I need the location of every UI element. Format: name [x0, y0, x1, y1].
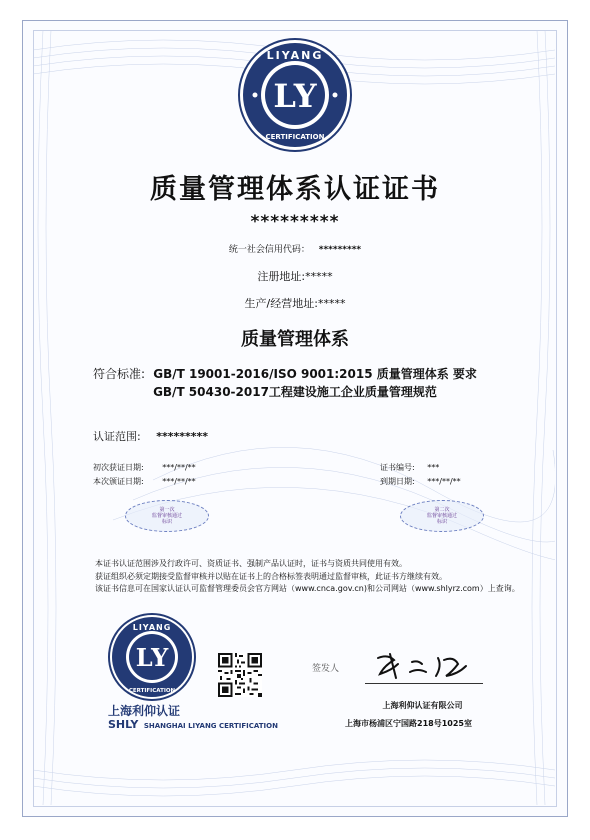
- first-issue-label: 初次获证日期:: [93, 463, 144, 472]
- surveillance-stamp-2: 第二次 监督审核通过 标识: [400, 500, 484, 532]
- certificate-notes: [95, 558, 520, 596]
- standard-label: 符合标准:: [93, 367, 146, 381]
- svg-text:CERTIFICATION: CERTIFICATION: [128, 688, 176, 694]
- first-issue-row: [93, 462, 196, 473]
- cert-number-row: [380, 462, 439, 473]
- registered-address: 注册地址:*****: [257, 270, 333, 283]
- signature-line: [365, 683, 483, 684]
- bottom-certification-logo: [107, 612, 197, 702]
- note-line: 获证组织必须定期接受监督审核并以贴在证书上的合格标签表明通过监督审核，此证书方继续有效。: [95, 571, 447, 581]
- scope-row: [93, 428, 208, 444]
- standard-row-1: [93, 365, 477, 382]
- cert-number-value: ***: [427, 463, 440, 472]
- logo-english-row: [108, 718, 278, 731]
- scope-label: 认证范围:: [93, 430, 141, 443]
- surveillance-stamp-1: 第一次 监督审核通过 标识: [125, 500, 209, 532]
- first-issue-value: ***/**/**: [162, 463, 196, 472]
- svg-text:CERTIFICATION: CERTIFICATION: [265, 133, 325, 141]
- credit-code-value: *********: [318, 245, 362, 255]
- expiry-row: [380, 476, 461, 487]
- standard-2: GB/T 50430-2017工程建设施工企业质量管理规范: [153, 385, 437, 399]
- signatory-label: 签发人: [312, 664, 340, 674]
- logo-abbr: SHLY: [108, 718, 139, 731]
- credit-code-label: 统一社会信用代码：: [228, 245, 310, 255]
- expiry-label: 到期日期:: [380, 477, 415, 486]
- this-issue-value: ***/**/**: [162, 477, 196, 486]
- standard-1: GB/T 19001-2016/ISO 9001:2015 质量管理体系 要求: [153, 367, 477, 381]
- svg-text:LY: LY: [273, 77, 317, 115]
- system-title: 质量管理体系: [241, 329, 349, 350]
- credit-code-row: [0, 242, 590, 255]
- svg-text:LY: LY: [135, 643, 169, 672]
- scope-value: *********: [156, 430, 208, 443]
- certificate-title: 质量管理体系认证证书: [150, 174, 440, 205]
- this-issue-label: 本次颁证日期:: [93, 477, 144, 486]
- handwritten-signature: [372, 650, 482, 682]
- top-certification-logo: [235, 35, 355, 155]
- issuer-address: 上海市杨浦区宁国路218号1025室: [345, 719, 472, 728]
- issuer-name: 上海利仰认证有限公司: [382, 701, 463, 710]
- svg-text:LIYANG: LIYANG: [132, 623, 172, 632]
- qr-code: [218, 653, 262, 697]
- production-address: 生产/经营地址:*****: [244, 297, 346, 310]
- company-name: *********: [250, 212, 340, 232]
- cert-number-label: 证书编号:: [380, 463, 415, 472]
- logo-chinese-name: 上海利仰认证: [108, 704, 181, 718]
- logo-english-name: SHANGHAI LIYANG CERTIFICATION: [143, 722, 278, 730]
- svg-text:LIYANG: LIYANG: [266, 49, 324, 62]
- expiry-value: ***/**/**: [427, 477, 461, 486]
- this-issue-row: [93, 476, 196, 487]
- note-line: 本证书认证范围涉及行政许可、资质证书、强制产品认证时，证书与资质共同使用有效。: [95, 559, 407, 568]
- note-line: 该证书信息可在国家认证认可监督管理委员会官方网站（www.cnca.gov.cn)和公司网站（www.shlyrz.com）上查询。: [95, 584, 520, 593]
